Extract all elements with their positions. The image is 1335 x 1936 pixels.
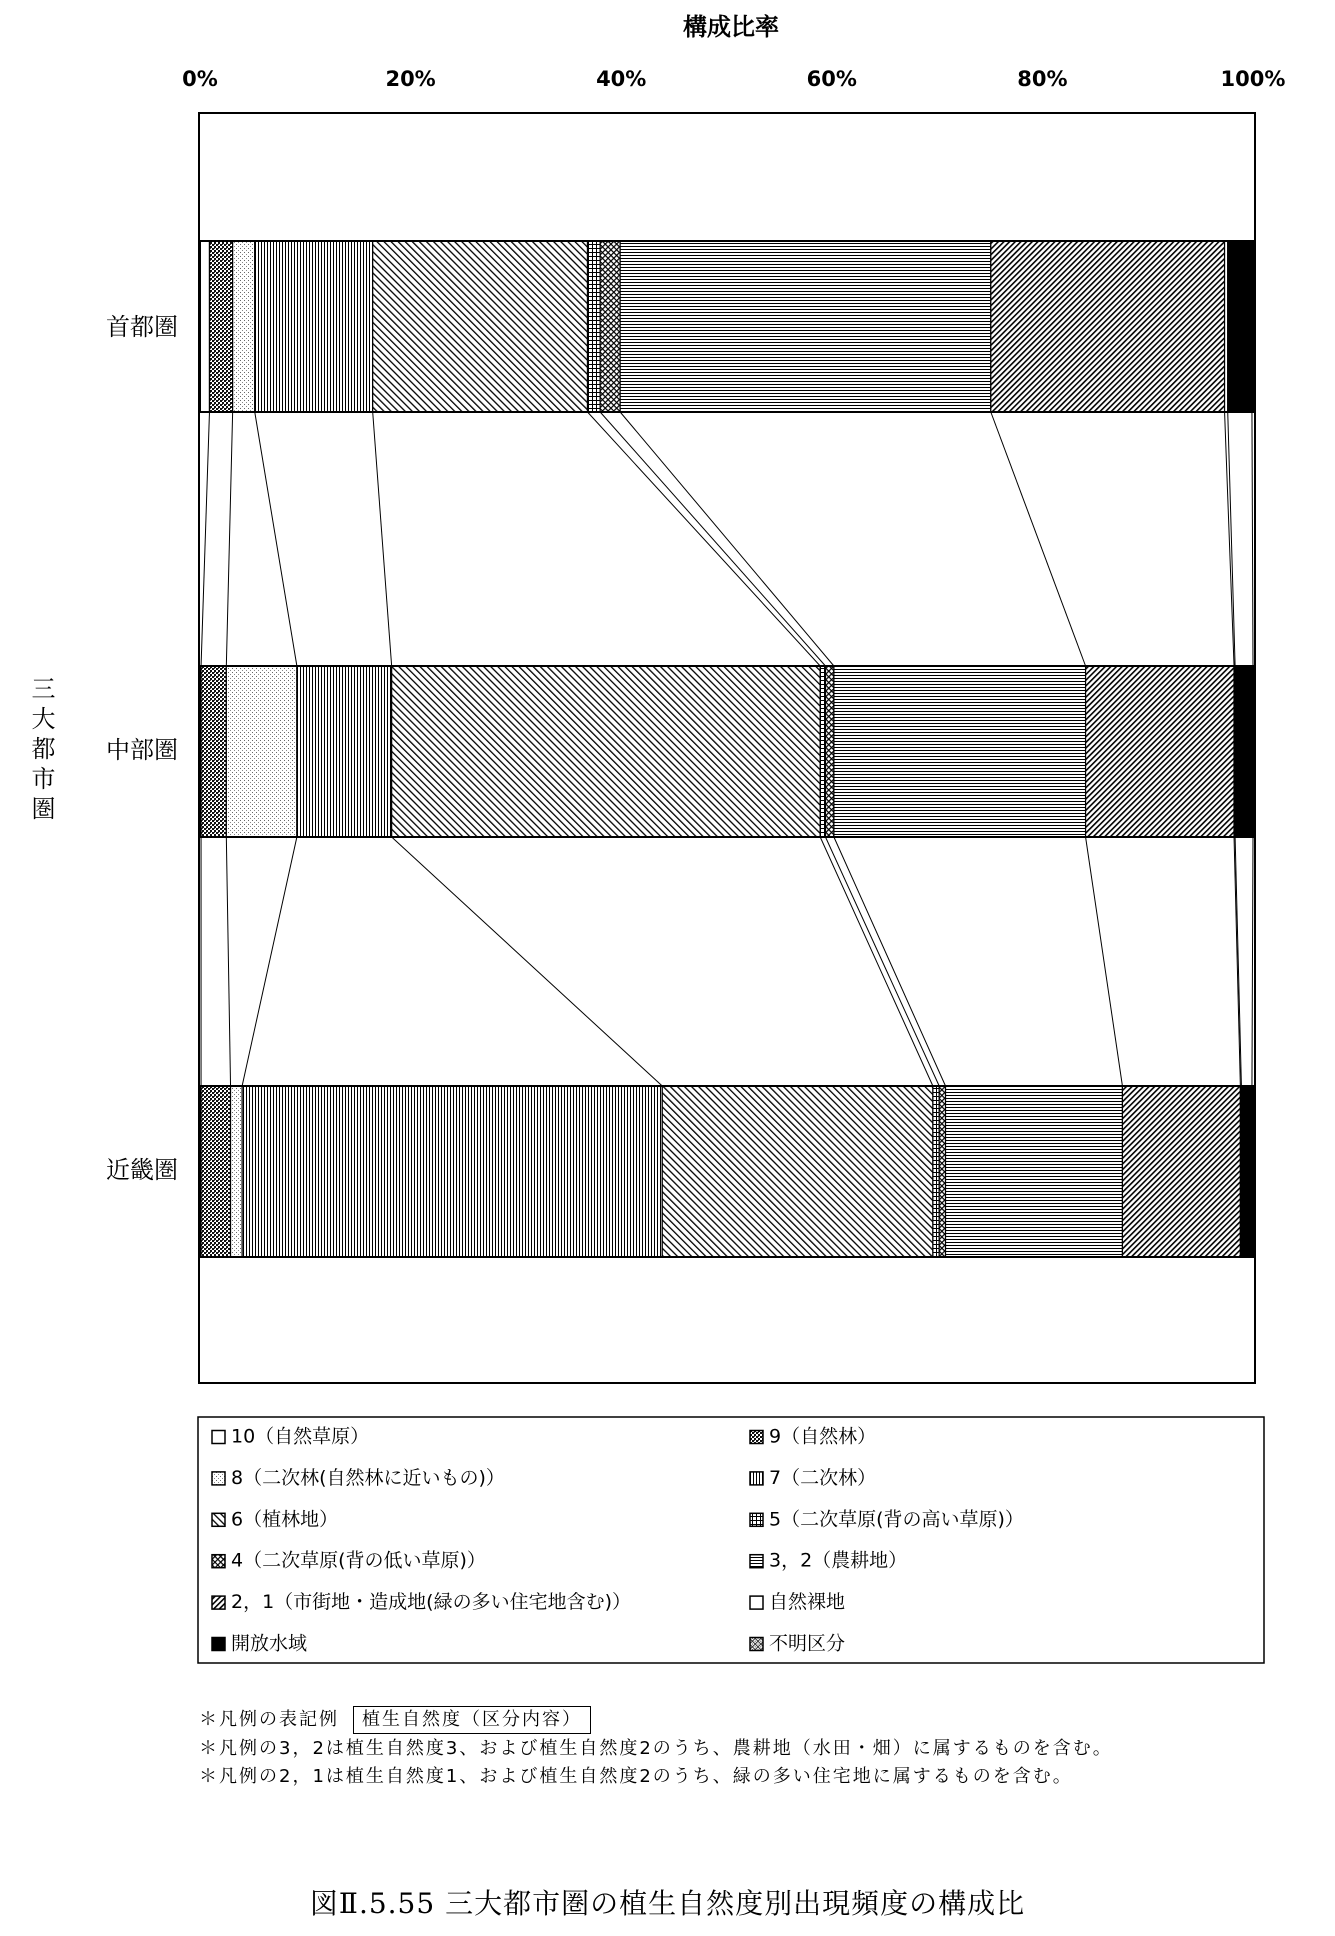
- legend-swatch: [750, 1431, 763, 1444]
- bar-segment: [226, 666, 297, 837]
- bar-segment: [662, 1086, 933, 1257]
- bar-segment: [1122, 1086, 1240, 1257]
- legend-item: [750, 1508, 1024, 1530]
- bar-segment: [200, 241, 209, 412]
- x-tick-label: 60%: [806, 67, 857, 91]
- legend-item: [212, 1467, 505, 1489]
- x-tick-label: 0%: [182, 67, 218, 91]
- legend-label: 不明区分: [769, 1632, 846, 1655]
- legend-item: [750, 1426, 876, 1448]
- legend-swatch: [750, 1513, 763, 1526]
- legend-swatch: [750, 1596, 763, 1609]
- bar-segment: [231, 1086, 243, 1257]
- legend-label: 3，2（農耕地）: [769, 1549, 908, 1572]
- legend-item: [750, 1550, 907, 1572]
- bar-segment: [946, 1086, 1123, 1257]
- legend-swatch: [750, 1472, 763, 1485]
- legend-swatch: [212, 1472, 225, 1485]
- bar-segment: [201, 1086, 230, 1257]
- bar-segment: [373, 241, 588, 412]
- bar-2: [200, 666, 1253, 837]
- legend-label: 4（二次草原(背の低い草原)）: [231, 1549, 486, 1572]
- bar-segment: [620, 241, 991, 412]
- legend-notation-example-box: 植生自然度（区分内容）: [353, 1706, 591, 1734]
- legend-label: 2，1（市街地・造成地(緑の多い住宅地含む)）: [231, 1591, 632, 1614]
- category-label-kinkiken: 近畿圏: [106, 1156, 178, 1184]
- bar-segment: [820, 666, 825, 837]
- y-axis-title: 三大都市圏: [27, 676, 55, 826]
- bar-segment: [392, 666, 821, 837]
- note-line-2: ＊凡例の2，1は植生自然度1、および植生自然度2のうち、緑の多い住宅地に属するものを含む。: [199, 1766, 1073, 1787]
- bar-segment: [1235, 666, 1253, 837]
- bar-segment: [297, 666, 392, 837]
- legend-notation-note: [199, 1706, 591, 1734]
- bar-segment: [242, 1086, 662, 1257]
- bar-segment: [933, 1086, 939, 1257]
- bar-segment: [834, 666, 1086, 837]
- legend-swatch: [212, 1555, 225, 1568]
- legend: [198, 1417, 1264, 1663]
- x-tick-label: 20%: [385, 67, 436, 91]
- x-axis-ticks: [182, 67, 1285, 91]
- legend-label: 5（二次草原(背の高い草原)）: [769, 1508, 1024, 1531]
- legend-notation-label: ＊凡例の表記例: [199, 1709, 339, 1730]
- legend-label: 9（自然林）: [769, 1425, 877, 1448]
- figure-caption: 図Ⅱ.5.55 三大都市圏の植生自然度別出現頻度の構成比: [309, 1887, 1026, 1920]
- legend-label: 開放水域: [231, 1632, 308, 1655]
- category-label-shutoken: 首都圏: [106, 313, 178, 341]
- legend-label: 自然裸地: [769, 1591, 846, 1614]
- legend-item: [212, 1591, 631, 1613]
- bar-segment: [1086, 666, 1234, 837]
- legend-label: 8（二次林(自然林に近いもの)）: [231, 1466, 505, 1489]
- legend-swatch: [212, 1513, 225, 1526]
- legend-item: [212, 1426, 369, 1448]
- legend-label: 10（自然草原）: [231, 1425, 370, 1448]
- legend-label: 6（植林地）: [231, 1508, 339, 1531]
- bar-segment: [201, 666, 226, 837]
- legend-swatch: [750, 1638, 763, 1651]
- bar-segment: [939, 1086, 945, 1257]
- note-line-1: ＊凡例の3，2は植生自然度3、および植生自然度2のうち、農耕地（水田・畑）に属するものを含む。: [199, 1738, 1113, 1759]
- bar-3: [200, 1086, 1253, 1257]
- x-tick-label: 40%: [596, 67, 647, 91]
- legend-swatch: [212, 1431, 225, 1444]
- category-label-chubuken: 中部圏: [106, 736, 178, 764]
- x-axis-title: 構成比率: [683, 13, 779, 41]
- bar-segment: [1241, 1086, 1252, 1257]
- bar-segment: [588, 241, 601, 412]
- legend-item: [212, 1508, 338, 1530]
- bar-segment: [1228, 241, 1252, 412]
- bar-segment: [255, 241, 373, 412]
- legend-swatch: [212, 1638, 225, 1651]
- bar-segment: [209, 241, 232, 412]
- bars: [200, 241, 1253, 1257]
- legend-label: 7（二次林）: [769, 1466, 877, 1489]
- bar-segment: [991, 241, 1225, 412]
- legend-frame: [198, 1417, 1264, 1663]
- legend-swatch: [212, 1596, 225, 1609]
- legend-item: [750, 1467, 876, 1489]
- legend-swatch: [750, 1555, 763, 1568]
- bar-1: [200, 241, 1253, 412]
- bar-segment: [233, 241, 255, 412]
- bar-segment: [825, 666, 833, 837]
- x-tick-label: 80%: [1017, 67, 1068, 91]
- bar-segment: [600, 241, 620, 412]
- x-tick-label: 100%: [1220, 67, 1286, 91]
- legend-item: [212, 1550, 486, 1572]
